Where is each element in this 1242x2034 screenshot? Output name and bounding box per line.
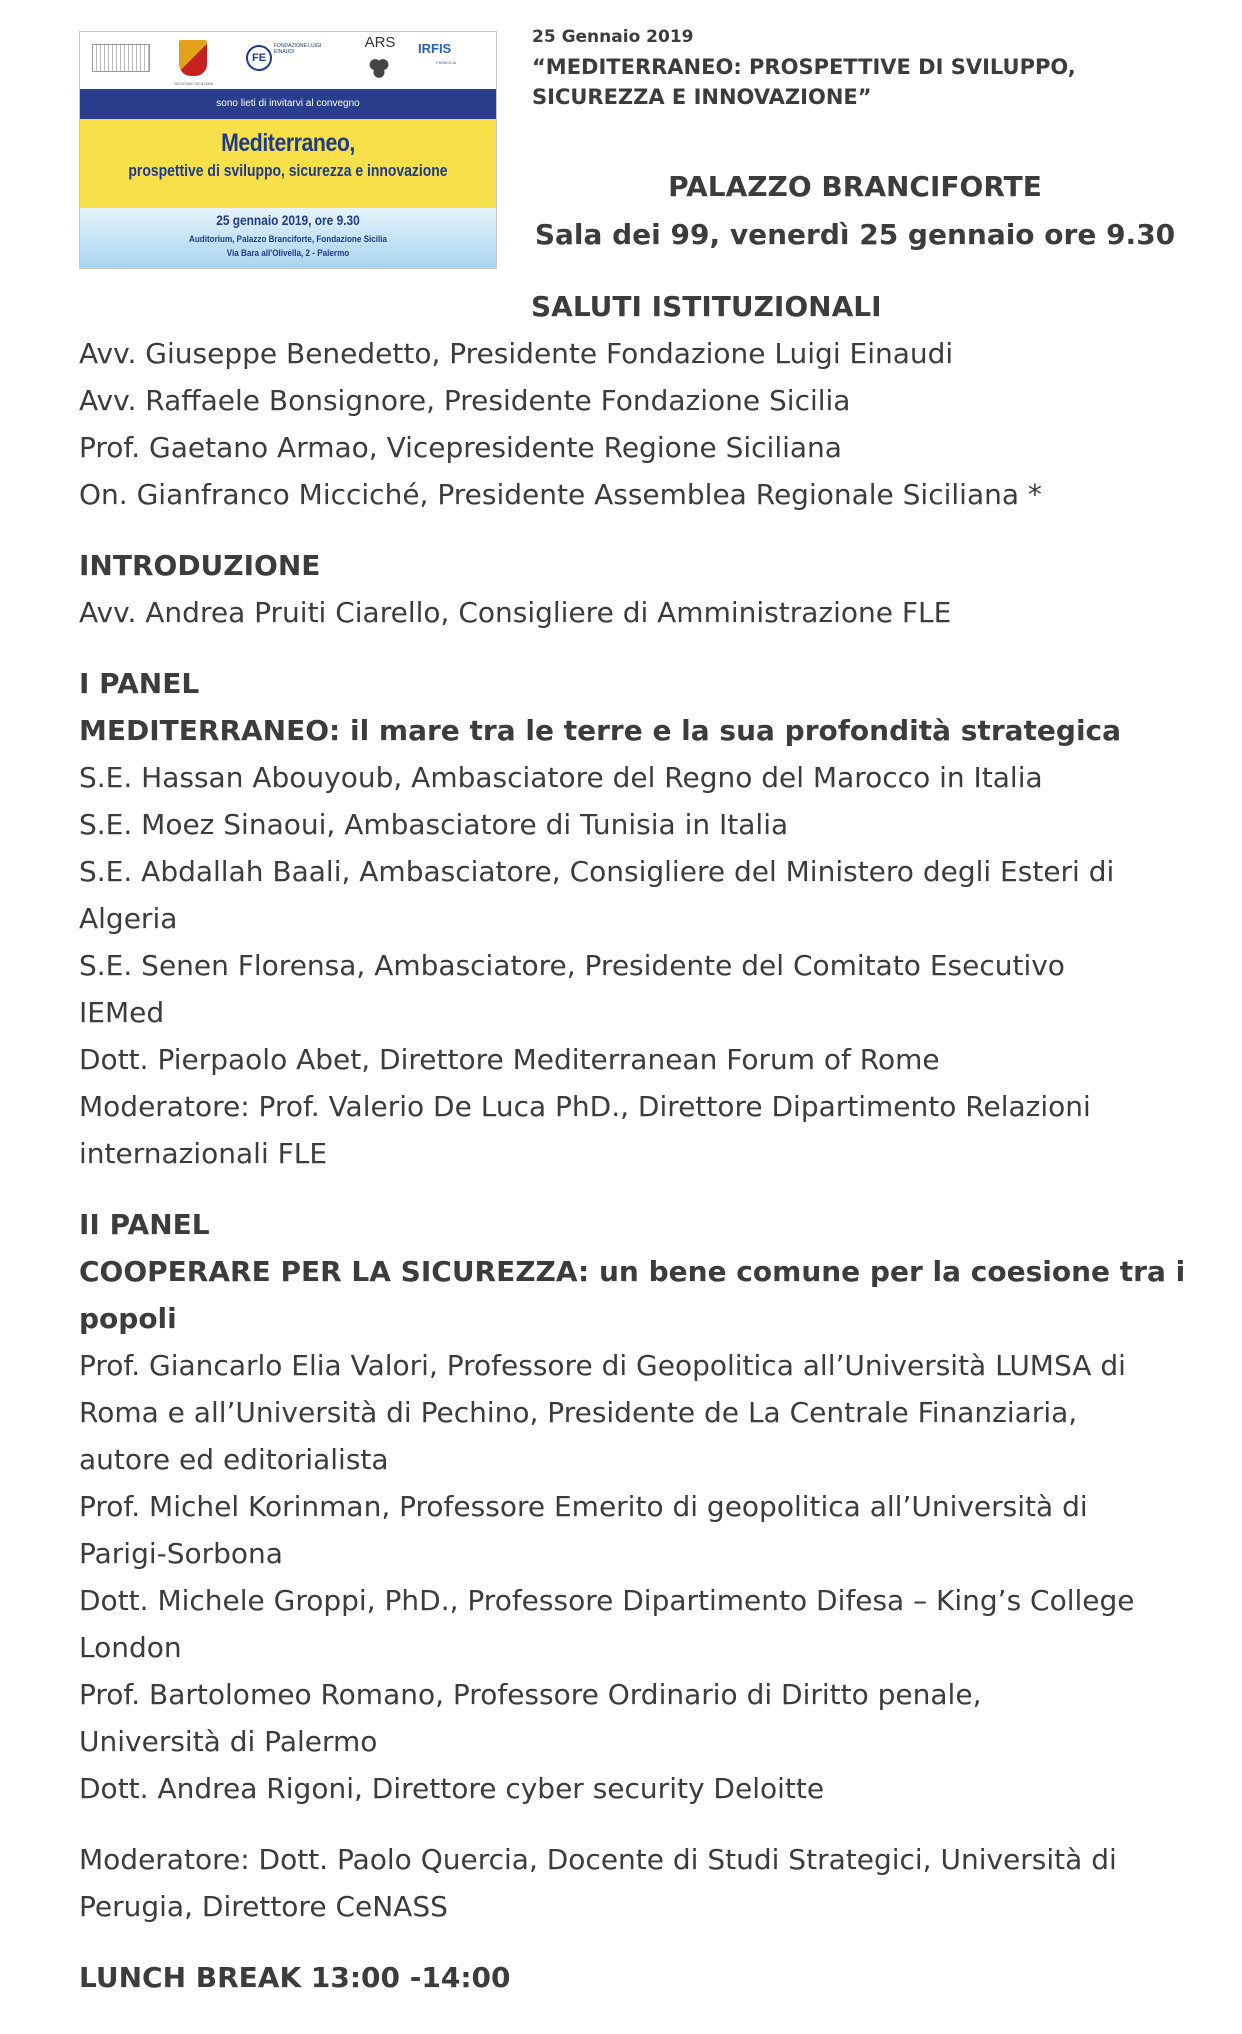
banner-venue: Auditorium, Palazzo Branciforte, Fondazione Sicilia (188, 234, 388, 244)
spacer (79, 1812, 1199, 1836)
irfis-logo-text: IRFIS (418, 41, 452, 56)
greetings-speaker: Avv. Giuseppe Benedetto, Presidente Fondazione Luigi Einaudi (79, 337, 954, 370)
panel1-speaker: S.E. Moez Sinaoui, Ambasciatore di Tunisia in Italia (79, 808, 789, 841)
event-title: “MEDITERRANEO: PROSPETTIVE DI SVILUPPO, SICUREZZA E INNOVAZIONE” (532, 55, 1076, 109)
venue-name: PALAZZO BRANCIFORTE (668, 170, 1042, 203)
irfis-logo-subtext: FINSICILIA (436, 60, 457, 65)
panel2-speaker: Dott. Andrea Rigoni, Direttore cyber security Deloitte (79, 1772, 825, 1805)
ars-logo-text: ARS (364, 34, 396, 51)
panel2-speaker-continued: Università di Palermo (79, 1725, 378, 1758)
panel2-speaker-continued: London (79, 1631, 182, 1664)
greetings-speaker: Prof. Gaetano Armao, Vicepresidente Regione Siciliana (79, 431, 842, 464)
banner-invite-strip: sono lieti di invitarvi al convegno (80, 89, 496, 119)
panel1-moderator-continued: internazionali FLE (79, 1137, 328, 1170)
conference-banner-image (79, 31, 497, 269)
spacer (79, 636, 1199, 660)
panel1-label: I PANEL (79, 667, 200, 700)
panel2-moderator: Moderatore: Dott. Paolo Quercia, Docente di Studi Strategici, Università di (79, 1843, 1117, 1876)
panel2-speaker-continued: autore ed editorialista (79, 1443, 389, 1476)
panel2-speaker-continued: Parigi-Sorbona (79, 1537, 283, 1570)
ars-emblem-icon (366, 55, 392, 79)
fondazione-einaudi-logo-text: FONDAZIONE LUIGI EINAUDI (274, 43, 322, 55)
panel2-label: II PANEL (79, 1208, 210, 1241)
spacer (79, 1177, 1199, 1201)
program-body (79, 283, 1199, 2001)
panel1-speaker: Dott. Pierpaolo Abet, Direttore Mediterranean Forum of Rome (79, 1043, 940, 1076)
banner-date: 25 gennaio 2019, ore 9.30 (216, 212, 360, 228)
panel2-speaker-continued: Roma e all’Università di Pechino, Presidente de La Centrale Finanziaria, (79, 1396, 1078, 1429)
region-caption: REGIONE SICILIANA (174, 81, 214, 86)
panel1-speaker-continued: Algeria (79, 902, 178, 935)
spacer (79, 1930, 1199, 1954)
panel1-speaker: S.E. Senen Florensa, Ambasciatore, Presidente del Comitato Esecutivo (79, 949, 1065, 982)
introduction-heading: INTRODUZIONE (79, 549, 321, 582)
event-date: 25 Gennaio 2019 (532, 27, 694, 47)
panel1-title: MEDITERRANEO: il mare tra le terre e la sua profondità strategica (79, 714, 1122, 747)
fondazione-einaudi-logo-icon: FE (246, 45, 272, 71)
panel2-speaker: Prof. Bartolomeo Romano, Professore Ordinario di Diritto penale, (79, 1678, 982, 1711)
panel2-speaker: Prof. Michel Korinman, Professore Emerito di geopolitica all’Università di (79, 1490, 1088, 1523)
banner-details-panel (80, 208, 496, 269)
lunch-break-heading: LUNCH BREAK 13:00 -14:00 (79, 1961, 511, 1994)
panel2-speaker: Prof. Giancarlo Elia Valori, Professore di Geopolitica all’Università LUMSA di (79, 1349, 1126, 1382)
panel1-moderator: Moderatore: Prof. Valerio De Luca PhD., Direttore Dipartimento Relazioni (79, 1090, 1091, 1123)
banner-address: Via Bara all'Olivella, 2 - Palermo (226, 248, 350, 258)
spacer (79, 518, 1199, 542)
palace-logo-icon (92, 44, 150, 72)
venue-when: Sala dei 99, venerdì 25 gennaio ore 9.30 (534, 218, 1176, 251)
greetings-heading: SALUTI ISTITUZIONALI (531, 290, 882, 323)
panel1-speaker: S.E. Hassan Abouyoub, Ambasciatore del Regno del Marocco in Italia (79, 761, 1043, 794)
panel2-title-line1: COOPERARE PER LA SICUREZZA: un bene comune per la coesione tra i (79, 1255, 1186, 1288)
panel1-speaker-continued: IEMed (79, 996, 165, 1029)
sicily-region-crest-icon (179, 40, 207, 76)
greetings-speaker: On. Gianfranco Micciché, Presidente Assemblea Regionale Siciliana * (79, 478, 1042, 511)
panel1-speaker: S.E. Abdallah Baali, Ambasciatore, Consigliere del Ministero degli Esteri di (79, 855, 1115, 888)
panel2-moderator-continued: Perugia, Direttore CeNASS (79, 1890, 448, 1923)
panel2-title-line2: popoli (79, 1302, 177, 1335)
venue-block (520, 163, 1190, 259)
banner-title-panel (80, 119, 496, 208)
banner-subtitle: prospettive di sviluppo, sicurezza e innovazione (128, 161, 448, 180)
panel2-speaker: Dott. Michele Groppi, PhD., Professore Dipartimento Difesa – King’s College (79, 1584, 1135, 1617)
banner-title: Mediterraneo, (221, 129, 355, 157)
greetings-speaker: Avv. Raffaele Bonsignore, Presidente Fondazione Sicilia (79, 384, 851, 417)
introduction-speaker: Avv. Andrea Pruiti Ciarello, Consigliere di Amministrazione FLE (79, 596, 952, 629)
banner-logo-row (80, 32, 496, 89)
